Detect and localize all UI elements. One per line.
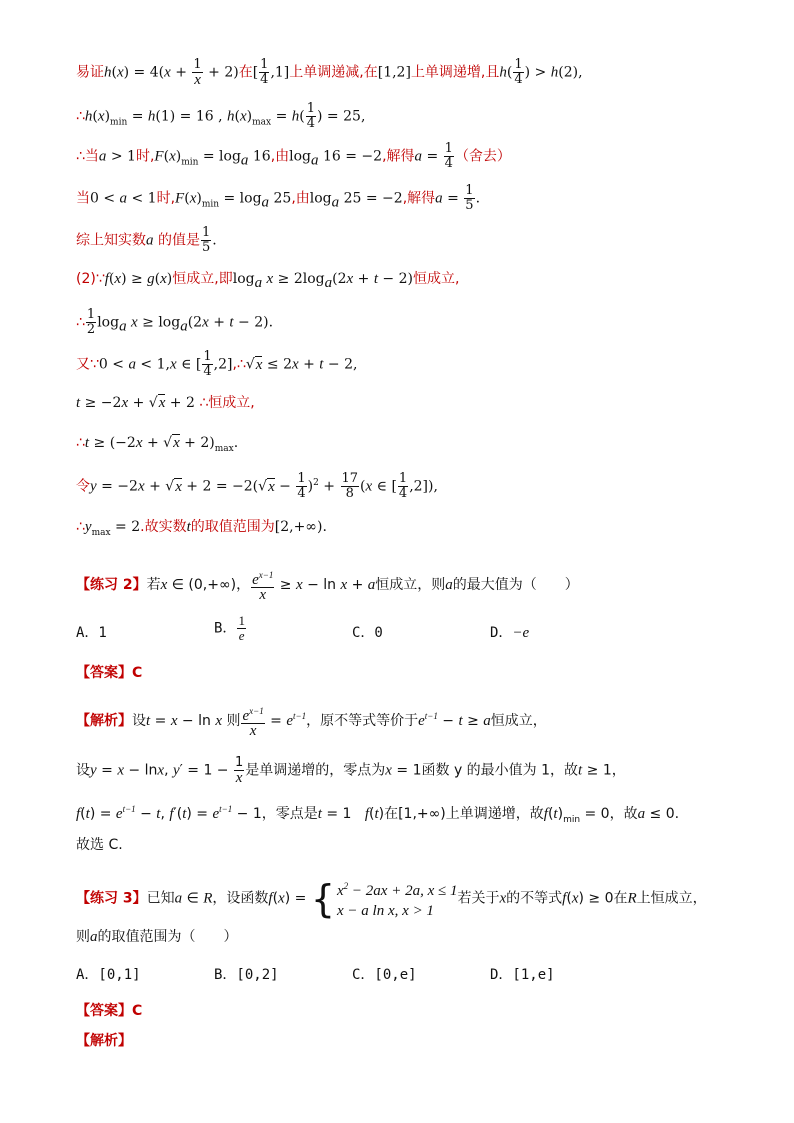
ex3-option-d[interactable]: D．[1,e] bbox=[490, 967, 555, 983]
ex2-option-d[interactable]: D．−e bbox=[490, 625, 530, 641]
solution-line-8: 又∵0 < a < 1,x ∈ [ $\frac{1}{4}$ ,2],∴√x ≤ 2x + t − 2, bbox=[76, 349, 358, 379]
ex2-conclusion: 故选 C. bbox=[76, 837, 123, 853]
solution-line-11: 令y = −2x + √x + 2 = −2(√x − $\frac{1}{4}$ )$^2$ + $\frac{17}{8}$ (x ∈ [ $\frac{1}{4}$ ,2]), bbox=[76, 471, 438, 502]
ex2-option-b[interactable]: B． $\frac{1}{e}$ bbox=[214, 613, 245, 643]
solution-line-5: 综上知实数a 的值是 $\frac{1}{5}$ . bbox=[76, 225, 217, 255]
ex3-option-a[interactable]: A．[0,1] bbox=[76, 967, 141, 983]
ex2-analysis-line-1: 【解析】设t = x − ln x 则 $\frac{e^{x-1}}{x}$ = $e^{t-1}$，原不等式等价于$e^{t-1} - t \ge a$恒成立， bbox=[76, 706, 547, 739]
exercise-2-question: 【练习 2】若x ∈ (0,+∞)， $\frac{e^{x-1}}{x}$ ≥ x − ln x + a恒成立，则a的最大值为（ ） bbox=[76, 570, 579, 603]
exercise-3-question: 【练习 3】已知a ∈ R，设函数f(x) = { $x^2 - 2ax + 2a$, x ≤ 1 x − a ln x, x > 1 若关于x的不等式f(x) ≥ 0在R上恒成立， bbox=[76, 876, 707, 921]
ex3-option-b[interactable]: B．[0,2] bbox=[214, 967, 279, 983]
solution-line-7: ∴ $\frac{1}{2}$ $\log_a x \ge \log_a(2x + t - 2)$. bbox=[76, 307, 274, 337]
exercise-3-question-line-2: 则a的取值范围为（ ） bbox=[76, 929, 238, 945]
solution-line-1: 易证h(x) = 4(x + $\frac{1}{x}$ + 2)在[ $\frac{1}{4}$ ,1]上单调递减,在[1,2]上单调递增,且h( $\frac{1}{4}$ ) > h(2), bbox=[76, 57, 583, 88]
ex2-option-a[interactable]: A．1 bbox=[76, 625, 107, 641]
ex2-analysis-line-3: $f(t) = e^{t-1} - t$, $f'(t) = e^{t-1} - 1$，零点是t = 1 f(t)在[1,+∞)上单调递增，故$f(t)_{min} = 0$，故a ≤ 0. bbox=[76, 804, 680, 825]
ex3-analysis-label: 【解析】 bbox=[76, 1033, 132, 1049]
ex3-answer: 【答案】C bbox=[76, 1003, 143, 1019]
ex2-option-c[interactable]: C．0 bbox=[352, 625, 383, 641]
solution-line-4: 当0 < a < 1时$,F(x)_{min} = \log_a 25$,由$\log_a 25 = -2$,解得a = $\frac{1}{5}$ . bbox=[76, 183, 481, 213]
ex3-option-c[interactable]: C．[0,e] bbox=[352, 967, 417, 983]
solution-line-12: $\therefore y_{max} = 2$.故实数t的取值范围为[2,+∞). bbox=[76, 519, 327, 538]
solution-line-9: t ≥ −2x + √x + 2 ∴恒成立, bbox=[76, 395, 255, 411]
ex2-analysis-line-2: 设y = x − lnx, y′ = 1 − $\frac{1}{x}$ 是单调递增的，零点为x = 1函数 y 的最小值为 1，故t ≥ 1， bbox=[76, 755, 626, 786]
solution-line-6: (2)∵f(x) ≥ g(x)恒成立,即$\log_a x \ge 2\log_a(2x + t - 2)$恒成立, bbox=[76, 271, 460, 291]
ex2-answer: 【答案】C bbox=[76, 665, 143, 681]
solution-line-10: ∴t ≥ $(-2x + √x + 2)_{max}$. bbox=[76, 435, 239, 454]
solution-line-3: ∴当a > 1时$,F(x)_{min} = \log_a 16$,由$\log_a 16 = -2$,解得a = $\frac{1}{4}$ （舍去） bbox=[76, 141, 511, 171]
solution-line-2: $\therefore h(x)_{min} = h(1) = 16$ , $h(x)_{max} = h$( $\frac{1}{4}$ ) = 25, bbox=[76, 101, 366, 131]
